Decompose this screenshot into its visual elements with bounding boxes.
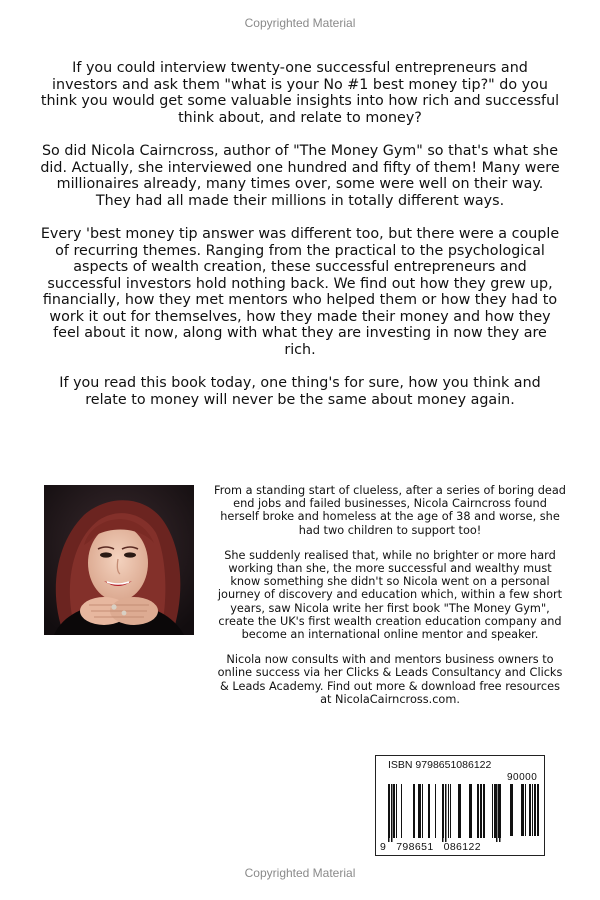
copyright-watermark-bottom: Copyrighted Material	[244, 866, 356, 880]
blurb-paragraph-1: If you could interview twenty-one successful entrepreneurs and investors and ask them "what is your No #1 best money tip?" do you think you would get some valuable insights into how rich and successful think about, and relate to money?	[40, 60, 560, 126]
bio-paragraph-2: She suddenly realised that, while no brighter or more hard working than she, the more successful and wealthy must know something she didn't so Nicola went on a personal journey of discovery and education which, within a few short years, saw Nicola write her first book "The Money Gym", create the UK's first wealth creation education company and become an international online mentor and speaker.	[217, 548, 563, 642]
isbn-barcode	[375, 755, 545, 856]
back-cover-blurb	[40, 60, 560, 425]
author-bio	[214, 484, 566, 718]
bio-paragraph-1: From a standing start of clueless, after a series of boring dead end jobs and failed businesses, Nicola Cairncross found herself broke and homeless at the age of 38 and worse, she had two children to support too!	[214, 484, 566, 537]
barcode-bars	[384, 784, 539, 842]
copyright-watermark-top: Copyrighted Material	[244, 16, 356, 30]
bio-paragraph-3: Nicola now consults with and mentors business owners to online success via her Clicks & Leads Consultancy and Clicks & Leads Academy. Find out more & download free resources at NicolaCairncross.com.	[217, 653, 563, 706]
blurb-paragraph-3: Every 'best money tip answer was different too, but there were a couple of recurring themes. Ranging from the practical to the psychological aspects of wealth creation, these successful entrepreneurs and successful investors hold nothing back. We find out how they grew up, financially, how they met mentors who helped them or how they had to work it out for themselves, how they made their money and how they feel about it now, along with what they are investing in now they are rich.	[40, 226, 560, 358]
blurb-paragraph-4: If you read this book today, one thing's for sure, how you think and relate to money will never be the same about money again.	[59, 375, 541, 408]
barcode-digits: 9 798651 086122	[380, 841, 482, 853]
blurb-paragraph-2: So did Nicola Cairncross, author of "The Money Gym" so that's what she did. Actually, she interviewed one hundred and fifty of them! Many were millionaires already, many times over, some were well on their way. They had all made their millions in totally different ways.	[40, 143, 560, 209]
isbn-label: ISBN 9798651086122	[388, 759, 492, 771]
author-photo	[44, 485, 194, 635]
author-portrait-icon	[44, 485, 194, 635]
price-addon-number: 90000	[507, 772, 538, 783]
